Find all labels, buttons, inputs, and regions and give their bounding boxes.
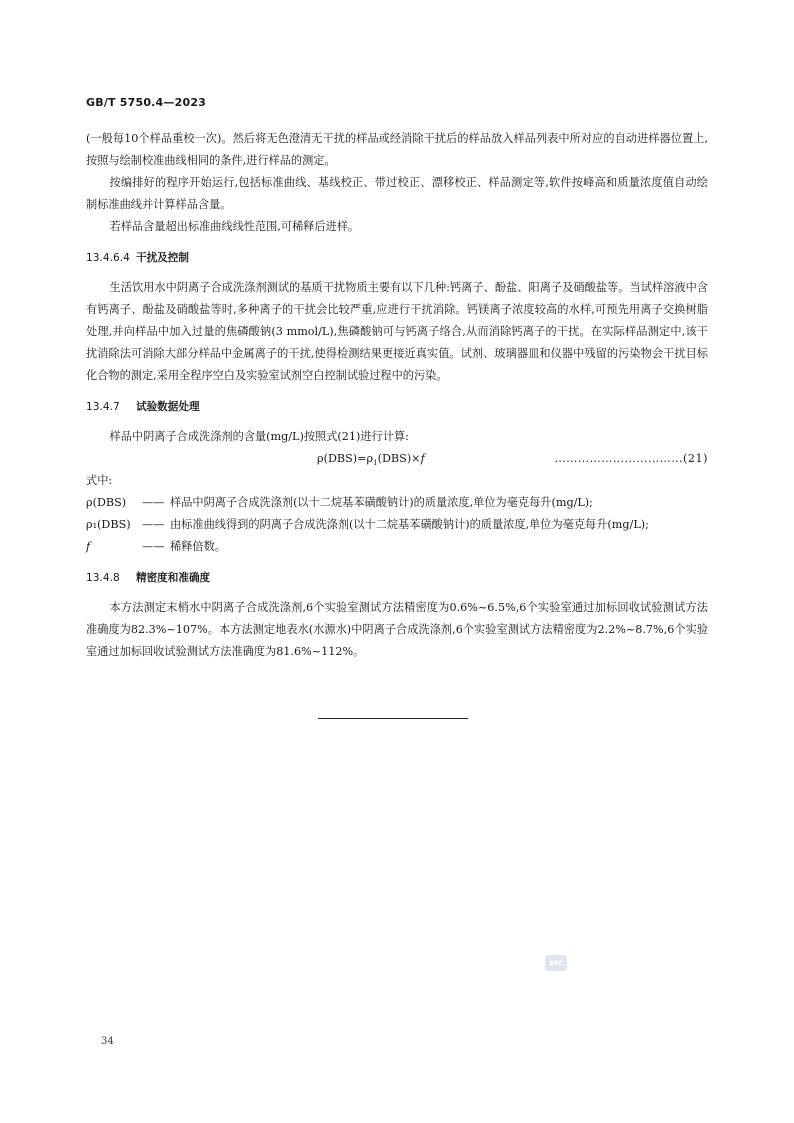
section-title: 试验数据处理 (136, 401, 200, 413)
definition-dash: —— (142, 518, 165, 531)
definition-symbol-italic: f (86, 540, 91, 553)
formula-subscript: 1 (373, 459, 378, 468)
end-of-section-rule (318, 718, 468, 719)
definition-rho1-dbs (86, 514, 708, 536)
paragraph-dilution: 若样品含量超出标准曲线线性范围,可稀释后进样。 (109, 220, 360, 233)
definition-symbol: ρ₁(DBS) (86, 518, 131, 531)
definition-f (86, 536, 708, 558)
definition-symbol (86, 536, 142, 558)
section-number: 13.4.6.4 (86, 252, 130, 264)
where-label: 式中: (86, 474, 113, 487)
section-title: 精密度和准确度 (136, 572, 211, 584)
sac-watermark-logo: SAC (545, 955, 567, 971)
paragraph-program-run: 按编排好的程序开始运行,包括标准曲线、基线校正、带过校正、漂移校正、样品测定等,软件按峰高和质量浓度值自动绘制标准曲线并计算样品含量。 (86, 176, 708, 211)
page-number: 34 (101, 1036, 114, 1047)
definition-symbol: ρ(DBS) (86, 496, 127, 509)
standard-code: GB/T 5750.4—2023 (86, 96, 207, 109)
section-heading-1348 (86, 567, 708, 589)
definition-text: 由标准曲线得到的阴离子合成洗涤剂(以十二烷基苯磺酸钠计)的质量浓度,单位为毫克每升(mg/L); (170, 518, 649, 531)
formula-lhs: ρ(DBS)=ρ (317, 452, 374, 465)
section-number: 13.4.8 (86, 572, 120, 584)
page-content (86, 128, 708, 663)
paragraph-interference: 生活饮用水中阴离子合成洗涤剂测试的基质干扰物质主要有以下几种:钙离子、酚盐、阳离子及硝酸盐等。当试样溶液中含有钙离子、酚盐及硝酸盐等时,多种离子的干扰会比较严重,应进行干扰消除。钙镁离子浓度较高的水样,可预先用离子交换树脂处理,并向样品中加入过量的焦磷酸钠(3 mmol/L),焦磷酸钠可与钙离子络合,从而消除钙离子的干扰。在实际样品测定中,该干扰消除法可消除大部分样品中金属离子的干扰,使得检测结果更接近真实值。试剂、玻璃器皿和仪器中残留的污染物会干扰目标化合物的测定,采用全程序空白及实验室试剂空白控制试验过程中的污染。 (86, 281, 708, 382)
definition-text: 稀释倍数。 (170, 540, 226, 553)
definition-rho-dbs (86, 492, 708, 514)
paragraph-continuation: (一般每10个样品重校一次)。然后将无色澄清无干扰的样品或经消除干扰后的样品放入样品列表中所对应的自动进样器位置上,按照与绘制校准曲线相同的条件,进行样品的测定。 (86, 132, 708, 167)
formula-variable: f (420, 452, 425, 465)
section-heading-13466 (86, 247, 708, 269)
equation-number: ……………………………(21) (554, 452, 708, 465)
formula-expression (317, 448, 425, 474)
definition-dash: —— (142, 540, 165, 553)
formula-21 (86, 448, 708, 470)
formula-mid: (DBS)× (377, 452, 421, 465)
paragraph-precision: 本方法测定末梢水中阴离子合成洗涤剂,6个实验室测试方法精密度为0.6%~6.5%,6个实验室通过加标回收试验测试方法准确度为82.3%~107%。本方法测定地表水(水源水)中阴离子合成洗涤剂,6个实验室测试方法精密度为2.2%~8.7%,6个实验室通过加标回收试验测试方法准确度为81.6%~112%。 (86, 601, 708, 658)
section-heading-1347 (86, 396, 708, 418)
paragraph-calculation-intro: 样品中阴离子合成洗涤剂的含量(mg/L)按照式(21)进行计算: (109, 430, 409, 443)
section-number: 13.4.7 (86, 401, 120, 413)
definition-dash: —— (142, 496, 165, 509)
definition-text: 样品中阴离子合成洗涤剂(以十二烷基苯磺酸钠计)的质量浓度,单位为毫克每升(mg/L); (170, 496, 593, 509)
section-title: 干扰及控制 (136, 252, 189, 264)
